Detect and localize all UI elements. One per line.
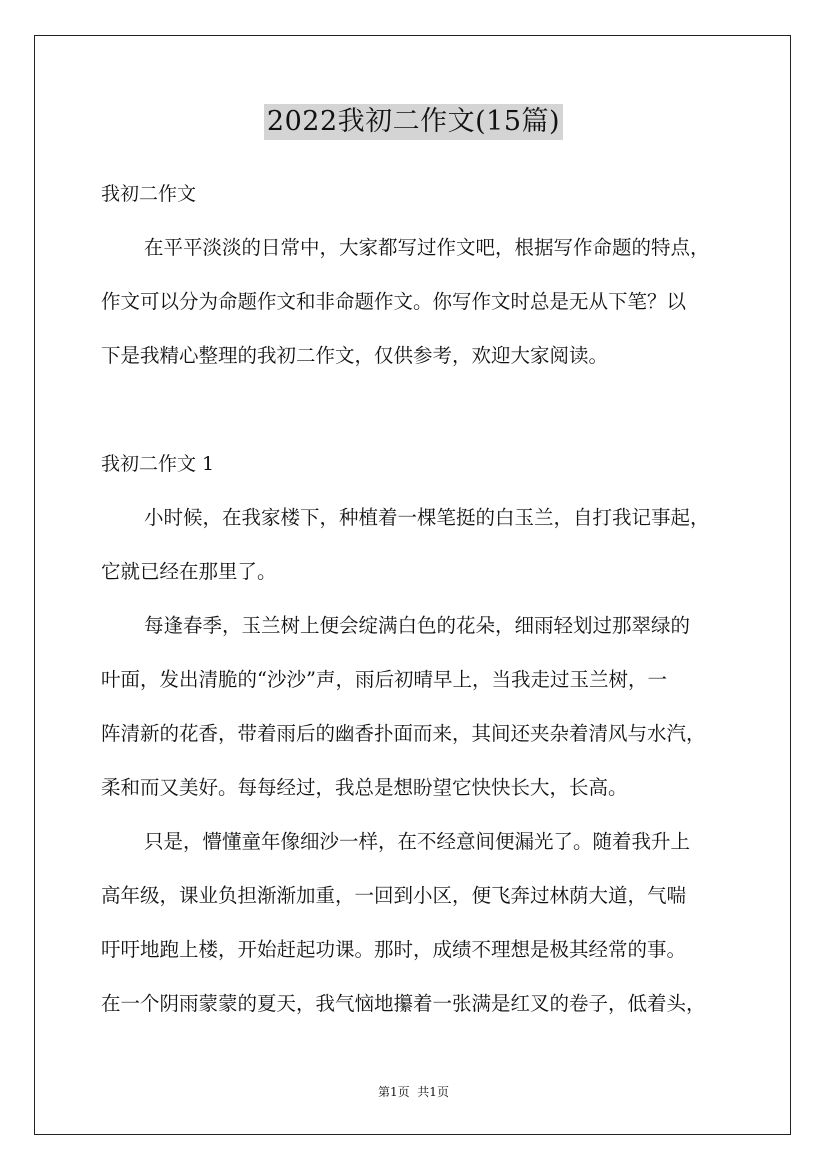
essay1-line: 高年级，课业负担渐渐加重，一回到小区，便飞奔过林荫大道，气喘 (101, 884, 687, 907)
intro-line: 下是我精心整理的我初二作文，仅供参考，欢迎大家阅读。 (101, 344, 609, 367)
essay1-line: 它就已经在那里了。 (101, 560, 277, 583)
document-title: 2022我初二作文(15篇) (264, 104, 563, 140)
essay1-line: 每逢春季，玉兰树上便会绽满白色的花朵，细雨轻划过那翠绿的 (144, 614, 691, 637)
page-footer: 第1页 共1页 (378, 1085, 449, 1099)
intro-line: 作文可以分为命题作文和非命题作文。你写作文时总是无从下笔？以 (101, 290, 687, 313)
essay1-line: 在一个阴雨蒙蒙的夏天，我气恼地攥着一张满是红叉的卷子，低着头， (101, 992, 706, 1015)
essay1-line: 吁吁地跑上楼，开始赶起功课。那时，成绩不理想是极其经常的事。 (101, 938, 687, 961)
essay1-heading: 我初二作文 1 (101, 453, 215, 475)
essay1-line: 叶面，发出清脆的“沙沙”声，雨后初晴早上，当我走过玉兰树，一 (101, 668, 667, 691)
essay1-line: 小时候，在我家楼下，种植着一棵笔挺的白玉兰，自打我记事起， (144, 506, 710, 529)
essay1-line: 阵清新的花香，带着雨后的幽香扑面而来，其间还夹杂着清风与水汽， (101, 722, 706, 745)
essay1-line: 只是，懵懂童年像细沙一样，在不经意间便漏光了。随着我升上 (144, 830, 691, 853)
title-wrap (0, 104, 827, 140)
essay1-line: 柔和而又美好。每每经过，我总是想盼望它快快长大，长高。 (101, 776, 628, 799)
intro-heading: 我初二作文 (101, 183, 197, 205)
intro-line: 在平平淡淡的日常中，大家都写过作文吧，根据写作命题的特点， (144, 236, 710, 259)
